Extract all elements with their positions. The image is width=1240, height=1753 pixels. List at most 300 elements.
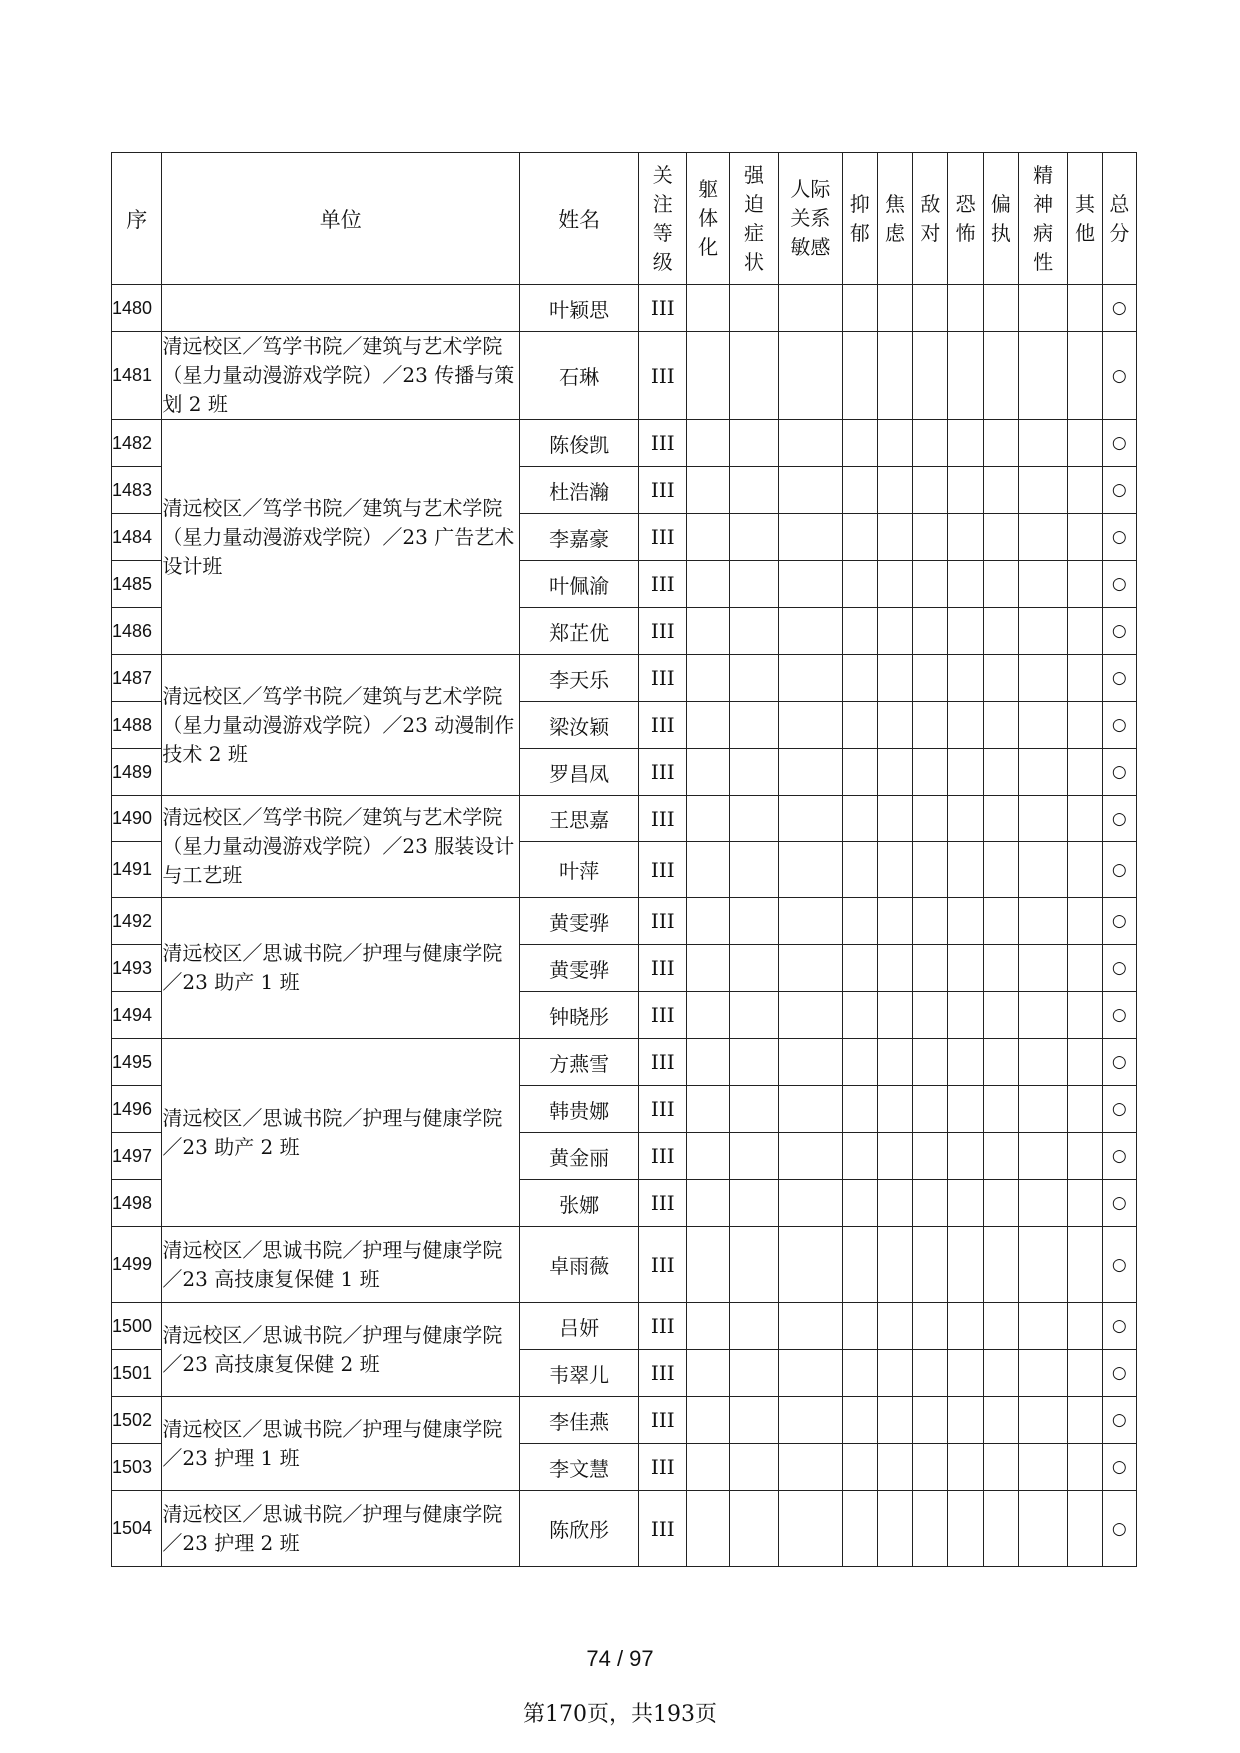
header-other: 其他 [1068, 153, 1102, 285]
row-score-cell [877, 1444, 912, 1491]
row-score-cell [687, 992, 729, 1039]
row-score-cell [842, 898, 877, 945]
row-score-cell [779, 514, 842, 561]
row-score-cell [842, 796, 877, 842]
row-score-cell [687, 1039, 729, 1086]
header-obsessive: 强迫症状 [729, 153, 778, 285]
row-score-cell [913, 898, 948, 945]
header-anxiety: 焦虑 [877, 153, 912, 285]
row-score-cell [729, 1227, 778, 1303]
row-score-cell [877, 1303, 912, 1350]
row-score-cell [779, 1227, 842, 1303]
row-level: III [639, 1491, 687, 1567]
row-score-cell [913, 1491, 948, 1567]
row-score-cell [842, 332, 877, 420]
row-seq: 1494 [112, 992, 162, 1039]
row-score-cell [1068, 608, 1102, 655]
row-level: III [639, 1133, 687, 1180]
row-level: III [639, 1227, 687, 1303]
row-name: 韩贵娜 [520, 1086, 639, 1133]
row-score-cell [842, 842, 877, 898]
row-name: 张娜 [520, 1180, 639, 1227]
row-score-cell [687, 514, 729, 561]
row-score-cell [779, 1086, 842, 1133]
row-score-cell [687, 1444, 729, 1491]
table-row [112, 1227, 1137, 1303]
row-seq: 1497 [112, 1133, 162, 1180]
row-score-cell [1018, 1491, 1067, 1567]
row-score-cell [729, 1039, 778, 1086]
row-score-cell [948, 285, 983, 332]
row-total: ○ [1102, 561, 1136, 608]
row-score-cell [1018, 561, 1067, 608]
row-score-cell [913, 561, 948, 608]
row-total: ○ [1102, 1039, 1136, 1086]
row-seq: 1492 [112, 898, 162, 945]
row-level: III [639, 655, 687, 702]
row-score-cell [779, 1303, 842, 1350]
row-seq: 1489 [112, 749, 162, 796]
row-score-cell [1018, 992, 1067, 1039]
row-score-cell [983, 332, 1018, 420]
row-name: 陈欣彤 [520, 1491, 639, 1567]
row-score-cell [913, 1180, 948, 1227]
row-score-cell [779, 1039, 842, 1086]
row-score-cell [877, 467, 912, 514]
header-hostility: 敌对 [913, 153, 948, 285]
row-total: ○ [1102, 796, 1136, 842]
row-score-cell [687, 945, 729, 992]
row-score-cell [1068, 1303, 1102, 1350]
row-score-cell [687, 655, 729, 702]
row-score-cell [1068, 1397, 1102, 1444]
row-score-cell [687, 1180, 729, 1227]
row-score-cell [948, 1444, 983, 1491]
row-score-cell [1018, 702, 1067, 749]
row-score-cell [779, 1350, 842, 1397]
header-level: 关注等级 [639, 153, 687, 285]
row-score-cell [729, 608, 778, 655]
table-row [112, 796, 1137, 842]
row-seq: 1480 [112, 285, 162, 332]
row-score-cell [948, 608, 983, 655]
row-score-cell [948, 1133, 983, 1180]
row-score-cell [729, 1444, 778, 1491]
row-score-cell [983, 1133, 1018, 1180]
row-score-cell [729, 992, 778, 1039]
row-level: III [639, 945, 687, 992]
row-score-cell [877, 842, 912, 898]
row-score-cell [913, 945, 948, 992]
row-unit: 清远校区／笃学书院／建筑与艺术学院（星力量动漫游戏学院）／23 广告艺术设计班 [162, 420, 520, 655]
row-score-cell [779, 332, 842, 420]
row-score-cell [913, 1227, 948, 1303]
row-score-cell [842, 467, 877, 514]
table-row [112, 1039, 1137, 1086]
row-score-cell [729, 945, 778, 992]
row-score-cell [1068, 1039, 1102, 1086]
row-level: III [639, 1303, 687, 1350]
row-score-cell [983, 1039, 1018, 1086]
row-score-cell [877, 898, 912, 945]
row-unit: 清远校区／思诚书院／护理与健康学院／23 高技康复保健 1 班 [162, 1227, 520, 1303]
row-total: ○ [1102, 749, 1136, 796]
row-seq: 1487 [112, 655, 162, 702]
row-score-cell [983, 1086, 1018, 1133]
row-score-cell [1018, 1133, 1067, 1180]
row-score-cell [842, 1350, 877, 1397]
row-score-cell [1068, 467, 1102, 514]
row-seq: 1490 [112, 796, 162, 842]
row-score-cell [1068, 1227, 1102, 1303]
row-score-cell [729, 420, 778, 467]
row-total: ○ [1102, 1350, 1136, 1397]
row-name: 李天乐 [520, 655, 639, 702]
row-score-cell [842, 702, 877, 749]
row-score-cell [842, 1039, 877, 1086]
row-level: III [639, 1444, 687, 1491]
row-total: ○ [1102, 514, 1136, 561]
row-level: III [639, 1039, 687, 1086]
header-paranoia: 偏执 [983, 153, 1018, 285]
row-unit: 清远校区／思诚书院／护理与健康学院／23 护理 2 班 [162, 1491, 520, 1567]
row-total: ○ [1102, 1180, 1136, 1227]
row-score-cell [779, 608, 842, 655]
row-score-cell [842, 608, 877, 655]
row-score-cell [1018, 1303, 1067, 1350]
row-seq: 1503 [112, 1444, 162, 1491]
row-score-cell [842, 749, 877, 796]
row-level: III [639, 842, 687, 898]
row-level: III [639, 608, 687, 655]
row-score-cell [1068, 1133, 1102, 1180]
row-score-cell [779, 467, 842, 514]
row-seq: 1481 [112, 332, 162, 420]
row-unit: 清远校区／笃学书院／建筑与艺术学院（星力量动漫游戏学院）／23 动漫制作技术 2 班 [162, 655, 520, 796]
row-score-cell [983, 945, 1018, 992]
row-score-cell [983, 992, 1018, 1039]
row-score-cell [729, 842, 778, 898]
row-seq: 1502 [112, 1397, 162, 1444]
row-score-cell [913, 992, 948, 1039]
row-score-cell [729, 1303, 778, 1350]
row-score-cell [729, 332, 778, 420]
row-score-cell [729, 1133, 778, 1180]
row-score-cell [1068, 898, 1102, 945]
row-name: 杜浩瀚 [520, 467, 639, 514]
row-score-cell [948, 561, 983, 608]
row-score-cell [983, 796, 1018, 842]
row-total: ○ [1102, 332, 1136, 420]
row-score-cell [687, 842, 729, 898]
row-score-cell [687, 749, 729, 796]
row-level: III [639, 1180, 687, 1227]
row-score-cell [779, 702, 842, 749]
row-seq: 1495 [112, 1039, 162, 1086]
row-score-cell [842, 420, 877, 467]
row-score-cell [983, 898, 1018, 945]
row-score-cell [983, 285, 1018, 332]
row-total: ○ [1102, 992, 1136, 1039]
row-score-cell [1018, 332, 1067, 420]
row-score-cell [842, 655, 877, 702]
row-score-cell [948, 1491, 983, 1567]
row-score-cell [913, 608, 948, 655]
row-score-cell [913, 285, 948, 332]
row-score-cell [877, 655, 912, 702]
row-score-cell [729, 1350, 778, 1397]
row-score-cell [779, 1180, 842, 1227]
row-name: 李嘉豪 [520, 514, 639, 561]
row-score-cell [842, 1133, 877, 1180]
row-score-cell [948, 1227, 983, 1303]
row-score-cell [983, 842, 1018, 898]
row-score-cell [1018, 467, 1067, 514]
row-score-cell [729, 655, 778, 702]
row-score-cell [779, 655, 842, 702]
row-score-cell [842, 1227, 877, 1303]
table-row [112, 1491, 1137, 1567]
row-total: ○ [1102, 420, 1136, 467]
row-score-cell [687, 561, 729, 608]
row-score-cell [729, 514, 778, 561]
row-unit: 清远校区／笃学书院／建筑与艺术学院（星力量动漫游戏学院）／23 服装设计与工艺班 [162, 796, 520, 898]
row-score-cell [687, 702, 729, 749]
header-depression: 抑郁 [842, 153, 877, 285]
header-total: 总分 [1102, 153, 1136, 285]
row-score-cell [1018, 608, 1067, 655]
table-row [112, 332, 1137, 420]
row-score-cell [913, 1039, 948, 1086]
row-score-cell [842, 1086, 877, 1133]
row-score-cell [687, 285, 729, 332]
row-score-cell [1068, 796, 1102, 842]
row-score-cell [687, 1086, 729, 1133]
row-score-cell [1018, 898, 1067, 945]
row-score-cell [983, 749, 1018, 796]
row-score-cell [687, 332, 729, 420]
row-score-cell [779, 749, 842, 796]
row-score-cell [983, 702, 1018, 749]
row-seq: 1483 [112, 467, 162, 514]
row-score-cell [687, 1227, 729, 1303]
row-score-cell [877, 1180, 912, 1227]
row-score-cell [1018, 1086, 1067, 1133]
row-level: III [639, 561, 687, 608]
row-score-cell [779, 842, 842, 898]
row-level: III [639, 1350, 687, 1397]
row-total: ○ [1102, 608, 1136, 655]
row-score-cell [1018, 842, 1067, 898]
row-unit: 清远校区／笃学书院／建筑与艺术学院（星力量动漫游戏学院）／23 传播与策划 2 班 [162, 332, 520, 420]
row-score-cell [1018, 1180, 1067, 1227]
row-score-cell [983, 561, 1018, 608]
row-total: ○ [1102, 945, 1136, 992]
row-score-cell [913, 1350, 948, 1397]
row-score-cell [842, 992, 877, 1039]
row-score-cell [877, 1350, 912, 1397]
row-score-cell [1068, 1444, 1102, 1491]
row-score-cell [913, 420, 948, 467]
row-score-cell [983, 1180, 1018, 1227]
row-score-cell [1018, 1039, 1067, 1086]
row-score-cell [729, 898, 778, 945]
row-score-cell [687, 1350, 729, 1397]
row-score-cell [1018, 1444, 1067, 1491]
row-score-cell [913, 1303, 948, 1350]
row-score-cell [877, 1133, 912, 1180]
row-score-cell [913, 1133, 948, 1180]
row-seq: 1504 [112, 1491, 162, 1567]
row-name: 罗昌凤 [520, 749, 639, 796]
row-seq: 1493 [112, 945, 162, 992]
header-phobia: 恐怖 [948, 153, 983, 285]
row-score-cell [842, 1444, 877, 1491]
row-score-cell [983, 514, 1018, 561]
row-score-cell [948, 945, 983, 992]
row-level: III [639, 702, 687, 749]
row-score-cell [877, 514, 912, 561]
row-name: 郑芷优 [520, 608, 639, 655]
row-score-cell [729, 1086, 778, 1133]
row-total: ○ [1102, 1086, 1136, 1133]
row-score-cell [1068, 285, 1102, 332]
row-score-cell [842, 1397, 877, 1444]
row-name: 李佳燕 [520, 1397, 639, 1444]
row-total: ○ [1102, 1491, 1136, 1567]
row-score-cell [948, 1350, 983, 1397]
row-score-cell [1068, 332, 1102, 420]
row-name: 李文慧 [520, 1444, 639, 1491]
row-score-cell [779, 796, 842, 842]
row-score-cell [729, 467, 778, 514]
row-level: III [639, 992, 687, 1039]
row-score-cell [983, 1303, 1018, 1350]
row-score-cell [948, 1039, 983, 1086]
row-name: 叶颖思 [520, 285, 639, 332]
row-score-cell [842, 1180, 877, 1227]
row-score-cell [729, 1180, 778, 1227]
row-total: ○ [1102, 1444, 1136, 1491]
row-name: 吕妍 [520, 1303, 639, 1350]
row-score-cell [1018, 285, 1067, 332]
row-name: 韦翠儿 [520, 1350, 639, 1397]
row-score-cell [913, 1086, 948, 1133]
row-score-cell [842, 1491, 877, 1567]
row-score-cell [1068, 1180, 1102, 1227]
row-score-cell [779, 420, 842, 467]
row-level: III [639, 1086, 687, 1133]
row-score-cell [687, 1133, 729, 1180]
row-score-cell [687, 796, 729, 842]
row-score-cell [877, 702, 912, 749]
row-score-cell [729, 749, 778, 796]
row-score-cell [913, 332, 948, 420]
row-score-cell [1068, 655, 1102, 702]
row-score-cell [687, 1303, 729, 1350]
row-unit: 清远校区／思诚书院／护理与健康学院／23 助产 1 班 [162, 898, 520, 1039]
row-score-cell [913, 749, 948, 796]
row-score-cell [877, 1397, 912, 1444]
row-level: III [639, 332, 687, 420]
row-score-cell [948, 332, 983, 420]
row-seq: 1488 [112, 702, 162, 749]
row-seq: 1500 [112, 1303, 162, 1350]
results-table [111, 152, 1137, 1567]
row-total: ○ [1102, 1133, 1136, 1180]
table-row [112, 655, 1137, 702]
header-interpersonal: 人际关系敏感 [779, 153, 842, 285]
row-score-cell [948, 514, 983, 561]
row-score-cell [729, 1491, 778, 1567]
row-score-cell [877, 1227, 912, 1303]
row-score-cell [1068, 749, 1102, 796]
row-total: ○ [1102, 467, 1136, 514]
row-score-cell [779, 561, 842, 608]
row-score-cell [779, 945, 842, 992]
row-score-cell [913, 1397, 948, 1444]
row-score-cell [948, 1303, 983, 1350]
header-psychoticism: 精神病性 [1018, 153, 1067, 285]
row-score-cell [779, 1133, 842, 1180]
row-score-cell [1068, 1086, 1102, 1133]
row-score-cell [1018, 420, 1067, 467]
row-score-cell [948, 1397, 983, 1444]
row-seq: 1485 [112, 561, 162, 608]
row-name: 卓雨薇 [520, 1227, 639, 1303]
header-seq: 序 [112, 153, 162, 285]
row-level: III [639, 749, 687, 796]
table-row [112, 1303, 1137, 1350]
row-total: ○ [1102, 898, 1136, 945]
row-level: III [639, 285, 687, 332]
row-score-cell [1018, 1227, 1067, 1303]
row-total: ○ [1102, 1397, 1136, 1444]
row-score-cell [1068, 420, 1102, 467]
row-score-cell [913, 842, 948, 898]
row-name: 黄雯骅 [520, 945, 639, 992]
row-name: 叶萍 [520, 842, 639, 898]
row-score-cell [1018, 514, 1067, 561]
row-score-cell [779, 898, 842, 945]
row-level: III [639, 514, 687, 561]
row-score-cell [877, 332, 912, 420]
row-unit: 清远校区／思诚书院／护理与健康学院／23 高技康复保健 2 班 [162, 1303, 520, 1397]
row-score-cell [1068, 702, 1102, 749]
row-seq: 1499 [112, 1227, 162, 1303]
row-score-cell [842, 514, 877, 561]
row-name: 石琳 [520, 332, 639, 420]
row-score-cell [948, 842, 983, 898]
row-score-cell [687, 420, 729, 467]
row-score-cell [687, 1491, 729, 1567]
row-score-cell [913, 514, 948, 561]
row-score-cell [729, 285, 778, 332]
row-total: ○ [1102, 842, 1136, 898]
row-name: 梁汝颖 [520, 702, 639, 749]
row-score-cell [729, 796, 778, 842]
row-score-cell [729, 561, 778, 608]
row-total: ○ [1102, 655, 1136, 702]
table-row [112, 420, 1137, 467]
row-name: 黄金丽 [520, 1133, 639, 1180]
row-score-cell [913, 467, 948, 514]
table-row [112, 285, 1137, 332]
row-score-cell [913, 1444, 948, 1491]
row-score-cell [779, 992, 842, 1039]
row-score-cell [948, 702, 983, 749]
row-level: III [639, 898, 687, 945]
